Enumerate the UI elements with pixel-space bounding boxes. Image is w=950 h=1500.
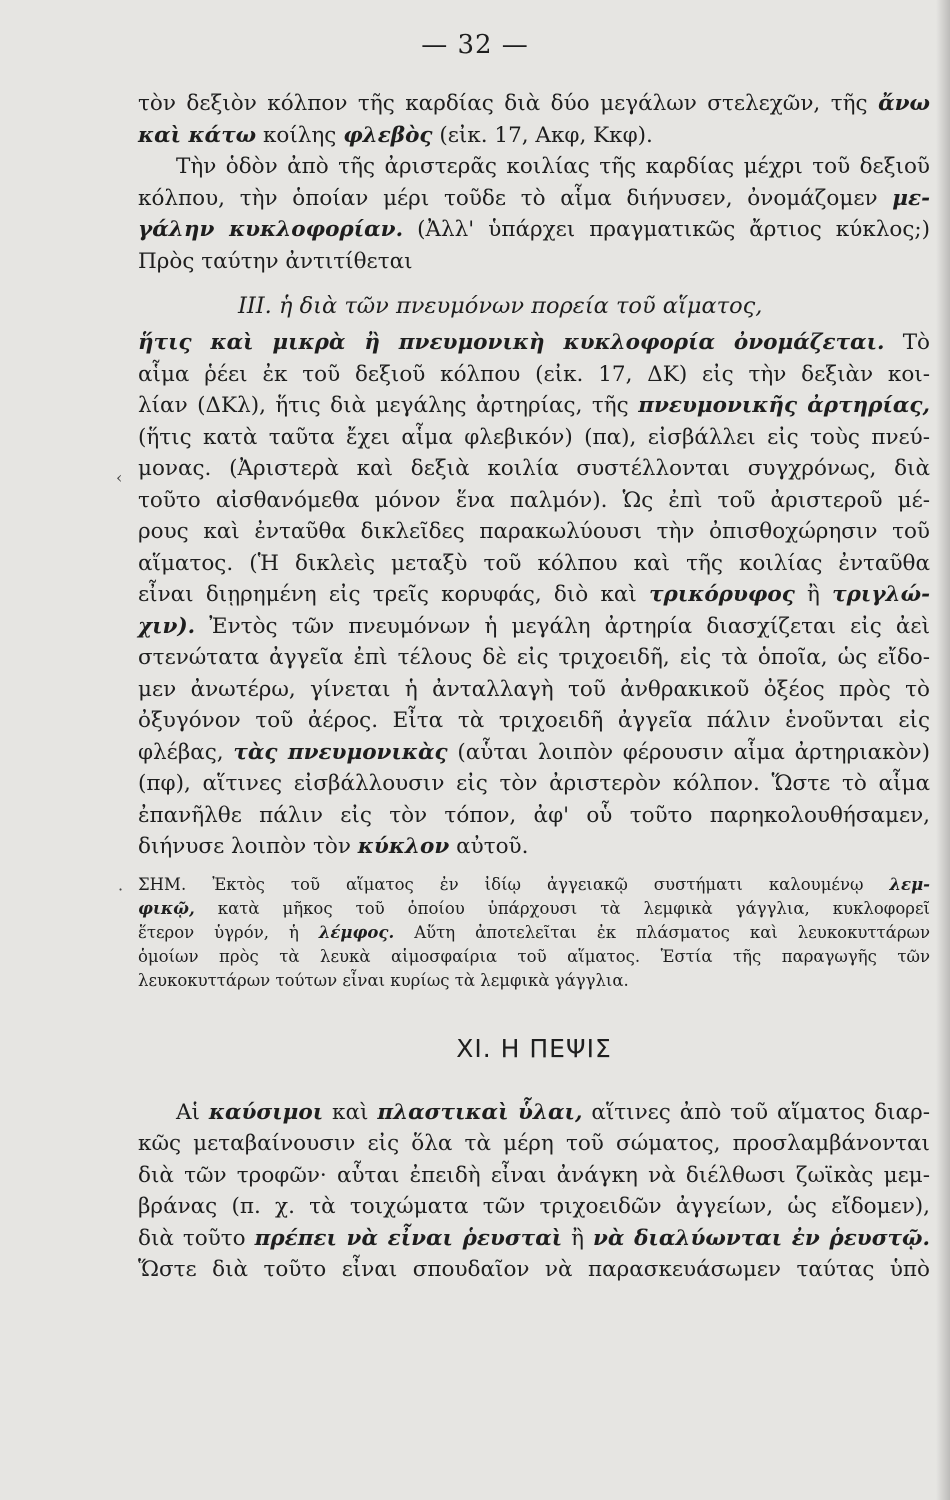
text-line: διήνυσε λοιπὸν τὸν κύκλον αὐτοῦ. <box>138 834 529 859</box>
footnote <box>138 873 930 993</box>
text-line: μονας. (Ἀριστερὰ καὶ δεξιὰ κοιλία συστέλλονται συγχρόνως, διὰ <box>138 456 930 481</box>
text-line: ἐπανῆλθε πάλιν εἰς τὸν τόπον, ἀφ' οὗ τοῦτο παρηκολουθήσαμεν, <box>138 802 930 828</box>
text-line: λίαν (ΔΚλ), ἥτις διὰ μεγάλης ἀρτηρίας, τῆς πνευμονικῆς ἀρτηρίας, <box>138 393 930 418</box>
chapter-xi <box>138 1021 930 1286</box>
text-line: γάλην κυκλοφορίαν. (Ἀλλ' ὑπάρχει πραγματικῶς ἄρτιος κύκλος;) <box>138 217 930 242</box>
text-line: στενώτατα ἀγγεῖα ἐπὶ τέλους δὲ εἰς τριχοειδῆ, εἰς τὰ ὁποῖα, ὡς εἴδο- <box>138 645 930 670</box>
text-line: (πφ), αἵτινες εἰσβάλλουσιν εἰς τὸν ἀριστερὸν κόλπον. Ὥστε τὸ αἷμα <box>138 771 930 796</box>
chapter-title: XI. Η ΠΕΨΙΣ <box>456 1033 612 1063</box>
note-line: φικῷ, κατὰ μῆκος τοῦ ὁποίου ὑπάρχουσι τὰ λεμφικὰ γάγγλια, κυκλοφορεῖ <box>138 898 930 918</box>
text-line: Ὥστε διὰ τοῦτο εἶναι σπουδαῖον νὰ παρασκευάσωμεν ταύτας ὑπὸ <box>138 1257 930 1282</box>
text-line: τοῦτο αἰσθανόμεθα μόνον ἕνα παλμόν). Ὡς ἐπὶ τοῦ ἀριστεροῦ μέ- <box>138 487 930 513</box>
section-heading: III. ἡ διὰ τῶν πνευμόνων πορεία τοῦ αἵματος, <box>238 293 763 319</box>
text-line: τὸν δεξιὸν κόλπον τῆς καρδίας διὰ δύο μεγάλων στελεχῶν, τῆς ἄνω <box>138 91 930 116</box>
text-line: ὀξυγόνον τοῦ ἀέρος. Εἶτα τὰ τριχοειδῆ ἀγγεῖα πάλιν ἑνοῦνται εἰς <box>138 708 930 733</box>
text-line: (ἥτις κατὰ ταῦτα ἔχει αἷμα φλεβικόν) (πα), εἰσβάλλει εἰς τοὺς πνεύ- <box>138 424 930 450</box>
note-line: ἕτερον ὑγρόν, ἡ λέμφος. Αὕτη ἀποτελεῖται ἐκ πλάσματος καὶ λευκοκυττάρων <box>138 922 931 942</box>
text-line: ρους καὶ ἐνταῦθα δικλεῖδες παρακωλύουσι τὴν ὀπισθοχώρησιν τοῦ <box>138 519 930 544</box>
note-line: λευκοκυττάρων τούτων εἶναι κυρίως τὰ λεμφικὰ γάγγλια. <box>138 970 629 990</box>
text-line: αἵματος. (Ἡ δικλεὶς μεταξὺ τοῦ κόλπου καὶ τῆς κοιλίας ἐνταῦθα <box>138 550 930 576</box>
text-line: κόλπου, τὴν ὁποίαν μέρι τοῦδε τὸ αἷμα διήνυσεν, ὀνομάζομεν με- <box>138 185 930 211</box>
text-line: φλέβας, τὰς πνευμονικὰς (αὗται λοιπὸν φέρουσιν αἷμα ἀρτηριακὸν) <box>138 739 930 765</box>
text-line: χιν). Ἐντὸς τῶν πνευμόνων ἡ μεγάλη ἀρτηρία διασχίζεται εἰς ἀεὶ <box>138 613 930 639</box>
text-body <box>138 88 930 1286</box>
note-line: ὁμοίων πρὸς τὰ λευκὰ αἱμοσφαίρια τοῦ αἵματος. Ἑστία τῆς παραγωγῆς τῶν <box>138 946 930 966</box>
paragraph-2 <box>138 151 930 277</box>
text-line: αἷμα ῥέει ἐκ τοῦ δεξιοῦ κόλπου (εἰκ. 17, ΔΚ) εἰς τὴν δεξιὰν κοι- <box>138 361 930 387</box>
text-line: μεν ἀνωτέρω, γίνεται ἡ ἀνταλλαγὴ τοῦ ἀνθρακικοῦ ὀξέος πρὸς τὸ <box>138 676 930 702</box>
text-line: εἶναι διῃρημένη εἰς τρεῖς κορυφάς, διὸ καὶ τρικόρυφος ἢ τριγλώ- <box>138 582 930 607</box>
text-line: διὰ τῶν τροφῶν· αὗται ἐπειδὴ εἶναι ἀνάγκη νὰ διέλθωσι ζωϊκὰς μεμ- <box>138 1162 930 1188</box>
text-line: Τὴν ὁδὸν ἀπὸ τῆς ἀριστερᾶς κοιλίας τῆς καρδίας μέχρι τοῦ δεξιοῦ <box>176 154 930 179</box>
text-line: διὰ τοῦτο πρέπει νὰ εἶναι ῥευσταὶ ἢ νὰ διαλύωνται ἐν ῥευστῷ. <box>138 1225 930 1251</box>
page-number: — 32 — <box>421 30 529 60</box>
margin-mark: ‹ <box>116 468 123 487</box>
text-line: ἥτις καὶ μικρὰ ἢ πνευμονικὴ κυκλοφορία ὀνομάζεται. Τὸ <box>138 330 930 355</box>
text-line: καὶ κάτω κοίλης φλεβὸς (εἰκ. 17, Ακφ, Κκφ). <box>138 122 653 148</box>
text-line: Αἱ καύσιμοι καὶ πλαστικαὶ ὗλαι, αἵτινες ἀπὸ τοῦ αἵματος διαρ- <box>176 1099 930 1125</box>
text-line: Πρὸς ταύτην ἀντιτίθεται <box>138 248 413 274</box>
page-edge-shadow <box>936 0 950 1500</box>
paragraph-1 <box>138 88 930 151</box>
section-iii <box>138 277 930 863</box>
text-line: βράνας (π. χ. τὰ τοιχώματα τῶν τριχοειδῶν ἀγγείων, ὡς εἴδομεν), <box>138 1194 930 1219</box>
note-line: ΣΗΜ. Ἐκτὸς τοῦ αἵματος ἐν ἰδίῳ ἀγγειακῷ συστήματι καλουμένῳ λεμ- <box>138 874 930 894</box>
text-line: κῶς μεταβαίνουσιν εἰς ὅλα τὰ μέρη τοῦ σώματος, προσλαμβάνονται <box>138 1131 930 1156</box>
margin-mark: · <box>118 880 124 899</box>
